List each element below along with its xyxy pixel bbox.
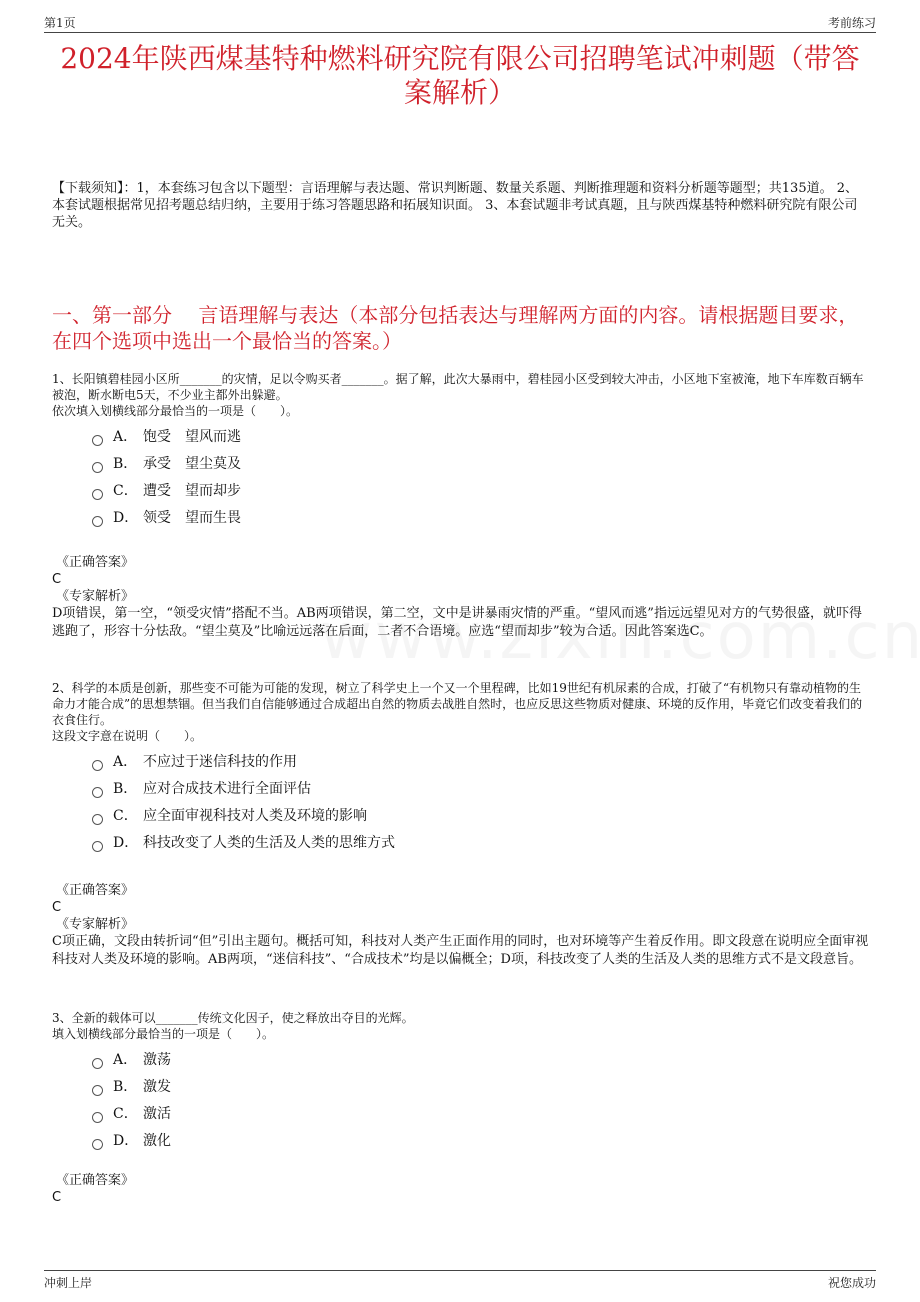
option-d[interactable] bbox=[92, 1128, 870, 1155]
option-d[interactable] bbox=[92, 830, 870, 857]
option-letter: B． bbox=[113, 781, 138, 797]
radio-icon[interactable] bbox=[92, 1112, 103, 1123]
radio-icon[interactable] bbox=[92, 787, 103, 798]
correct-answer-label: 《正确答案》 bbox=[56, 1173, 135, 1188]
option-c[interactable] bbox=[92, 478, 870, 505]
correct-answer-label: 《正确答案》 bbox=[56, 883, 135, 898]
question-stem: 2、科学的本质是创新，那些变不可能为可能的发现，树立了科学史上一个又一个里程碑，比如19世纪有机尿素的合成，打破了“有机物只有靠动植物的生命力才能合成”的思想禁锢。但当我们自信能够通过合成超出自然的物质去战胜自然时，也应反思这些物质对健康、环境的反作用，毕竟它们改变着我们的衣食住行。 bbox=[52, 681, 863, 727]
option-a[interactable] bbox=[92, 1047, 870, 1074]
answer-block-2 bbox=[52, 882, 870, 969]
page-number: 第1页 bbox=[44, 16, 76, 30]
page-header bbox=[44, 14, 876, 33]
option-text: 科技改变了人类的生活及人类的思维方式 bbox=[143, 835, 395, 851]
question-1 bbox=[52, 371, 870, 532]
question-3 bbox=[52, 1010, 870, 1155]
option-text: 激活 bbox=[143, 1106, 171, 1122]
option-letter: A． bbox=[113, 1052, 138, 1068]
radio-icon[interactable] bbox=[92, 489, 103, 500]
option-text: 领受 望而生畏 bbox=[143, 510, 241, 526]
option-b[interactable] bbox=[92, 776, 870, 803]
radio-icon[interactable] bbox=[92, 1139, 103, 1150]
option-b[interactable] bbox=[92, 1074, 870, 1101]
header-tag: 考前练习 bbox=[827, 16, 876, 30]
footer-right: 祝您成功 bbox=[827, 1276, 876, 1290]
radio-icon[interactable] bbox=[92, 814, 103, 825]
footer-left: 冲刺上岸 bbox=[44, 1276, 93, 1290]
question-stem: 1、长阳镇碧桂园小区所_______的灾情，足以令购买者_______。据了解，此次大暴雨中，碧桂园小区受到较大冲击，小区地下室被淹，地下车库数百辆车被泡，断水断电5天，不少业主都外出躲避。 bbox=[52, 372, 864, 402]
option-text: 不应过于迷信科技的作用 bbox=[143, 754, 297, 770]
question-prompt: 填入划横线部分最恰当的一项是（ ）。 bbox=[52, 1027, 275, 1041]
correct-answer: C bbox=[52, 1190, 62, 1205]
question-2 bbox=[52, 680, 870, 857]
option-letter: D． bbox=[113, 510, 139, 526]
correct-answer-label: 《正确答案》 bbox=[56, 555, 135, 570]
option-text: 承受 望尘莫及 bbox=[143, 456, 241, 472]
option-letter: B． bbox=[113, 456, 138, 472]
option-b[interactable] bbox=[92, 451, 870, 478]
answer-block-1 bbox=[52, 554, 870, 641]
option-text: 饱受 望风而逃 bbox=[143, 429, 241, 445]
question-prompt: 这段文字意在说明（ ）。 bbox=[52, 729, 203, 743]
option-letter: A． bbox=[113, 429, 138, 445]
explanation: D项错误，第一空，“领受灾情”搭配不当。AB两项错误，第二空，文中是讲暴雨灾情的严重。“望风而逃”指远远望见对方的气势很盛，就吓得逃跑了，形容十分怯敌。“望尘莫及”比喻远远落在后面，二者不合语境。应选“望而却步”较为合适。因此答案选C。 bbox=[52, 606, 862, 639]
option-text: 激化 bbox=[143, 1133, 171, 1149]
option-list bbox=[92, 749, 870, 857]
option-letter: C． bbox=[113, 1106, 138, 1122]
option-list bbox=[92, 1047, 870, 1155]
option-text: 应对合成技术进行全面评估 bbox=[143, 781, 311, 797]
question-prompt: 依次填入划横线部分最恰当的一项是（ ）。 bbox=[52, 404, 299, 418]
page-footer bbox=[44, 1270, 876, 1291]
expert-analysis-label: 《专家解析》 bbox=[56, 917, 135, 932]
option-c[interactable] bbox=[92, 1101, 870, 1128]
radio-icon[interactable] bbox=[92, 1058, 103, 1069]
correct-answer: C bbox=[52, 900, 62, 915]
radio-icon[interactable] bbox=[92, 1085, 103, 1096]
radio-icon[interactable] bbox=[92, 760, 103, 771]
document-title: 2024年陕西煤基特种燃料研究院有限公司招聘笔试冲刺题（带答案解析） bbox=[60, 42, 860, 109]
radio-icon[interactable] bbox=[92, 841, 103, 852]
option-letter: D． bbox=[113, 835, 139, 851]
option-a[interactable] bbox=[92, 749, 870, 776]
option-d[interactable] bbox=[92, 505, 870, 532]
option-text: 激发 bbox=[143, 1079, 171, 1095]
radio-icon[interactable] bbox=[92, 516, 103, 527]
option-text: 应全面审视科技对人类及环境的影响 bbox=[143, 808, 367, 824]
answer-block-3 bbox=[52, 1172, 870, 1206]
option-letter: A． bbox=[113, 754, 138, 770]
option-letter: B． bbox=[113, 1079, 138, 1095]
option-a[interactable] bbox=[92, 424, 870, 451]
radio-icon[interactable] bbox=[92, 435, 103, 446]
option-letter: C． bbox=[113, 808, 138, 824]
section-title: 一、第一部分 言语理解与表达（本部分包括表达与理解两方面的内容。请根据题目要求，在四个选项中选出一个最恰当的答案。） bbox=[52, 303, 859, 353]
explanation: C项正确，文段由转折词“但”引出主题句。概括可知，科技对人类产生正面作用的同时，也对环境等产生着反作用。即文段意在说明应全面审视科技对人类及环境的影响。AB两项，“迷信科技”、“合成技术”均是以偏概全；D项，科技改变了人类的生活及人类的思维方式不是文段意旨。 bbox=[52, 934, 869, 967]
download-notice: 【下载须知】：1，本套练习包含以下题型：言语理解与表达题、常识判断题、数量关系题、判断推理题和资料分析题等题型；共135道。 2、本套试题根据常见招考题总结归纳，主要用于练习答题思路和拓展知识面。 3、本套试题非考试真题，且与陕西煤基特种燃料研究院有限公司无关。 bbox=[52, 181, 858, 230]
option-text: 遭受 望而却步 bbox=[143, 483, 241, 499]
expert-analysis-label: 《专家解析》 bbox=[56, 589, 135, 604]
option-c[interactable] bbox=[92, 803, 870, 830]
option-list bbox=[92, 424, 870, 532]
option-letter: C． bbox=[113, 483, 138, 499]
correct-answer: C bbox=[52, 572, 62, 587]
radio-icon[interactable] bbox=[92, 462, 103, 473]
option-letter: D． bbox=[113, 1133, 139, 1149]
option-text: 激荡 bbox=[143, 1052, 171, 1068]
question-stem: 3、全新的载体可以_______传统文化因子，使之释放出夺目的光辉。 bbox=[52, 1011, 414, 1025]
